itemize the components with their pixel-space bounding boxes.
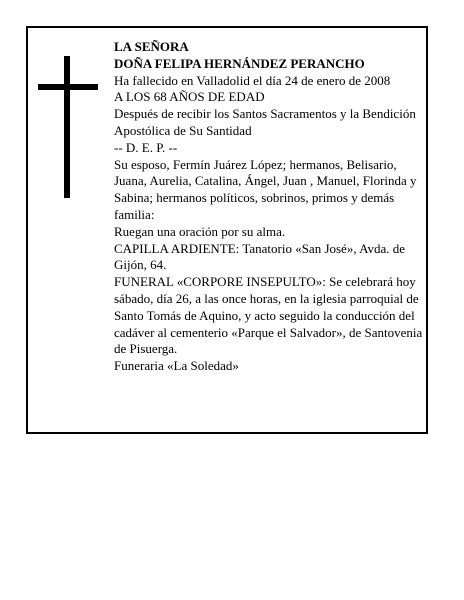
- obituary-title: LA SEÑORA: [114, 39, 189, 54]
- family-line: Su esposo, Fermín Juárez López; hermanos, Belisario, Juana, Aurelia, Catalina, Ángel, Juan , Manuel, Florinda y Sabina; hermanos políticos, sobrinos, primos y demás familia:: [114, 156, 417, 222]
- obituary-text: [114, 39, 426, 375]
- prayer-line: Ruegan una oración por su alma.: [114, 223, 286, 239]
- cross-vertical-bar: [64, 56, 70, 198]
- dep-line: -- D. E. P. --: [114, 139, 178, 155]
- deceased-name: DOÑA FELIPA HERNÁNDEZ PERANCHO: [114, 55, 365, 71]
- funeral-home-line: Funeraria «La Soledad»: [114, 358, 239, 374]
- cross-horizontal-bar: [38, 84, 98, 90]
- death-notice: Ha fallecido en Valladolid el día 24 de enero de 2008: [114, 72, 391, 88]
- cross-icon: [38, 56, 98, 198]
- sacraments-line: Después de recibir los Santos Sacramentos y la Bendición Apostólica de Su Santidad: [114, 106, 416, 138]
- age-line: A LOS 68 AÑOS DE EDAD: [114, 89, 265, 105]
- chapel-line: CAPILLA ARDIENTE: Tanatorio «San José», Avda. de Gijón, 64.: [114, 240, 406, 273]
- funeral-line: FUNERAL «CORPORE INSEPULTO»: Se celebrará hoy sábado, día 26, a las once horas, en la iglesia parroquial de Santo Tomás de Aquino, y acto seguido la conducción del cadáver al cementerio «Parque el Salvador», de Santovenia de Pisuerga.: [114, 274, 423, 357]
